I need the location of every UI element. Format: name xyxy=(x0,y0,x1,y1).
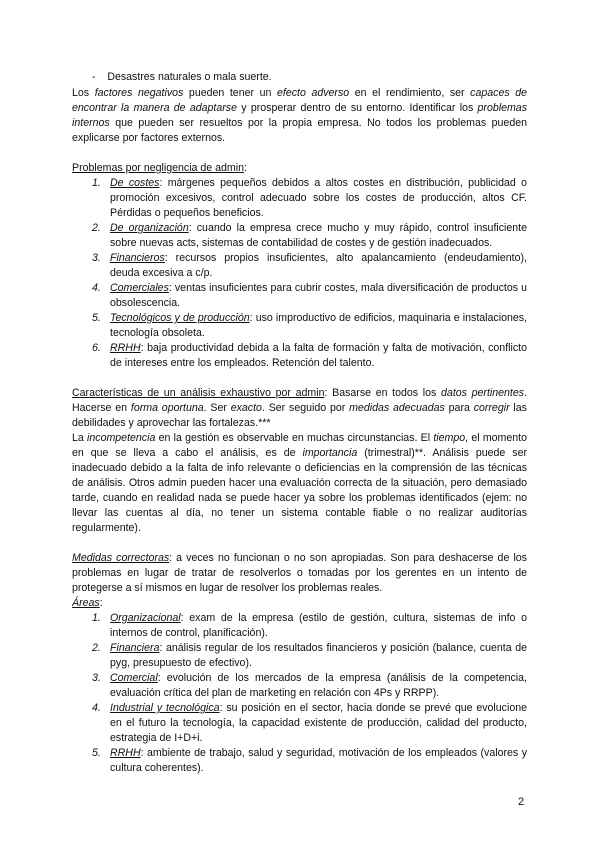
text-run: las debilidades y aprovechar las fortalezas.*** xyxy=(72,402,527,429)
item-term: RRHH xyxy=(110,342,141,354)
text-run: que pueden ser resueltos por la propia empresa. No todos los problemas pueden explicarse por factores externos. xyxy=(72,117,527,144)
text-run: pueden tener un xyxy=(183,87,277,99)
item-term: Comercial xyxy=(110,672,158,684)
text-run: La xyxy=(72,432,88,444)
medidas-paragraph xyxy=(72,551,527,596)
heading-colon: : xyxy=(99,597,103,609)
text-run: para xyxy=(444,402,474,414)
text-run: , el momento en que se lleva a cabo el análisis, es de xyxy=(72,432,527,459)
item-term: Industrial y tecnológica xyxy=(110,702,220,714)
text-run: : Basarse en todos los xyxy=(324,387,442,399)
incompetencia-paragraph xyxy=(72,431,527,536)
item-number: 4. xyxy=(92,282,101,294)
emphasis-text: capaces de encontrar la manera de adaptarse xyxy=(72,87,528,114)
section-heading-negligencia xyxy=(72,161,527,176)
item-number: 3. xyxy=(92,672,101,684)
emphasis-text: incompetencia xyxy=(87,432,156,444)
item-number: 1. xyxy=(92,612,101,624)
emphasis-text: forma oportuna xyxy=(130,402,204,414)
document-page xyxy=(72,70,527,776)
item-text: : ambiente de trabajo, salud y seguridad, motivación de los empleados (valores y cultura coherentes). xyxy=(110,747,527,774)
text-run: en la gestión es observable en muchas circunstancias. El xyxy=(155,432,434,444)
list-item xyxy=(72,341,527,371)
item-text: : cuando la empresa crece mucho y muy rápido, control insuficiente sobre nuevas acts, sistemas de contabilidad de costes y de gestión inadecuados. xyxy=(110,222,528,249)
list-item xyxy=(72,251,527,281)
item-text: : ventas insuficientes para cubrir costes, mala diversificación de productos u obsolescencia. xyxy=(110,282,527,309)
heading-text: Problemas por negligencia de admin xyxy=(72,162,244,174)
text-run: y prosperar dentro de su entorno. Identificar los xyxy=(236,102,478,114)
text-run: (trimestral)**. Análisis puede ser inadecuado debido a la falta de info relevante o deficiencias en la comprensión de las técnicas de análisis. Otros admin pueden hacer una evaluación correcta de la situación, pero demasiado tarde, cuando en realidad nada se puede hacer ya sobre los problemas identificados (ejem: no llevar las cuentas al día, no tener un sistema contable fiable o no realizar auditorías regularmente). xyxy=(72,447,527,534)
emphasis-text: datos pertinentes xyxy=(441,387,525,399)
emphasis-text: exacto xyxy=(230,402,262,414)
item-text: : uso improductivo de edificios, maquinaria e instalaciones, tecnología obsoleta. xyxy=(110,312,527,339)
list-item xyxy=(72,311,527,341)
item-number: 3. xyxy=(92,252,101,264)
heading-text: Medidas correctoras xyxy=(72,552,170,564)
item-term: De costes xyxy=(110,177,160,189)
item-text: : exam de la empresa (estilo de gestión, cultura, sistemas de info o internos de control, planificación). xyxy=(110,612,527,639)
list-item xyxy=(72,746,527,776)
intro-paragraph xyxy=(72,86,527,146)
item-number: 2. xyxy=(92,642,101,654)
item-text: : análisis regular de los resultados financieros y posición (balance, cuenta de pyg, presupuesto de efectivo). xyxy=(110,642,527,669)
text-run: . Ser seguido por xyxy=(261,402,350,414)
item-number: 5. xyxy=(92,747,101,759)
text-run: Los xyxy=(72,87,95,99)
item-text: : baja productividad debida a la falta de formación y falta de motivación, conflicto de intereses entre los empleados. Retención del talento. xyxy=(110,342,527,369)
item-term: Financiera xyxy=(110,642,160,654)
emphasis-text: efecto adverso xyxy=(277,87,350,99)
page-number: 2 xyxy=(518,796,525,808)
item-number: 5. xyxy=(92,312,101,324)
item-term: Comerciales xyxy=(110,282,169,294)
areas-list xyxy=(72,611,527,776)
item-term: RRHH xyxy=(110,747,141,759)
bullet-text: Desastres naturales o mala suerte. xyxy=(107,71,272,83)
item-term: Tecnológicos y de producción xyxy=(110,312,250,324)
list-item xyxy=(72,671,527,701)
emphasis-text: tiempo xyxy=(433,432,466,444)
emphasis-text: corregir xyxy=(473,402,510,414)
bullet-item: - Desastres naturales o mala suerte. xyxy=(92,71,272,83)
heading-text: Características de un análisis exhaustivo por admin xyxy=(72,387,325,399)
list-item xyxy=(72,701,527,746)
emphasis-text: factores negativos xyxy=(94,87,184,99)
item-term: Financieros xyxy=(110,252,165,264)
emphasis-text: medidas adecuadas xyxy=(349,402,445,414)
list-item xyxy=(72,611,527,641)
item-text: : evolución de los mercados de la empresa (análisis de la competencia, evaluación crítica del plan de marketing en relación con 4Ps y RRPP). xyxy=(110,672,527,699)
areas-label xyxy=(72,596,527,611)
list-item xyxy=(72,221,527,251)
item-text: : márgenes pequeños debidos a altos costes en distribución, publicidad o promoción excesivos, control adecuado sobre los costes de producción, altos CF. Pérdidas o pequeños beneficios. xyxy=(110,177,527,219)
item-text: : recursos propios insuficientes, alto apalancamiento (endeudamiento), deuda excesiva a c/p. xyxy=(110,252,527,279)
item-number: 6. xyxy=(92,342,101,354)
emphasis-text: problemas internos xyxy=(72,102,527,129)
emphasis-text: importancia xyxy=(302,447,358,459)
heading-text: Áreas xyxy=(72,597,100,609)
item-text: : su posición en el sector, hacia donde se prevé que evolucione en el futuro la tecnología, la capacidad existente de producción, calidad del producto, estrategia de I+D+i. xyxy=(110,702,527,744)
item-number: 2. xyxy=(92,222,101,234)
list-item xyxy=(72,176,527,221)
item-term: De organización xyxy=(110,222,189,234)
item-number: 1. xyxy=(92,177,101,189)
text-run: . Ser xyxy=(203,402,231,414)
item-number: 4. xyxy=(92,702,101,714)
negligencia-list xyxy=(72,176,527,371)
text-run: . Hacerse en xyxy=(72,387,528,414)
text-run: : a veces no funcionan o no son apropiadas. Son para deshacerse de los problemas en lugar de tratar de resolverlos o tomadas por los gerentes en un intento de protegerse a sí mismos en lugar de resolver los problemas reales. xyxy=(72,552,527,594)
list-item xyxy=(72,641,527,671)
list-item xyxy=(72,281,527,311)
item-term: Organizacional xyxy=(110,612,181,624)
caracteristicas-paragraph xyxy=(72,386,527,431)
text-run: en el rendimiento, ser xyxy=(349,87,471,99)
heading-colon: : xyxy=(243,162,247,174)
